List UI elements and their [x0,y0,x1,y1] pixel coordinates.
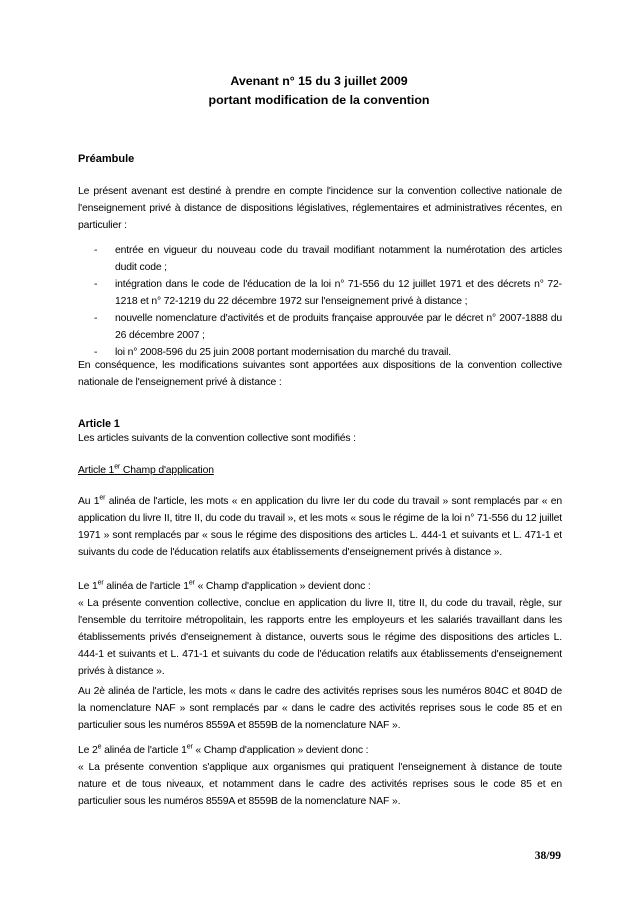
page-number: 38/99 [534,850,561,862]
preambule-heading: Préambule [78,153,135,165]
article1-paragraph-3: Au 2è alinéa de l'article, les mots « dans le cadre des activités reprises sous les numéros 804C et 804D de la nomenclature NAF » sont remplacés par « dans le cadre des activités reprises sous le code 85 et en particulier sous les numéros 8559A et 8559B de la nomenclature NAF ». [78,686,562,731]
article1-paragraph-4-body: « La présente convention s'applique aux organismes qui pratiquent l'enseignement à distance de toute nature et de tous niveaux, et notamment dans le cadre des activités reprises sous le code 85 et en particulier sous les numéros 8559A et 8559B de la nomenclature NAF ». [78,762,562,807]
article1-subtitle: Les articles suivants de la convention collective sont modifiés : [78,433,356,444]
preambule-list [78,242,562,361]
article1-paragraph-2-intro: Le 1er alinéa de l'article 1er « Champ d'application » devient donc : [78,579,371,592]
article1-heading: Article 1 [78,418,120,430]
document-title-line2: portant modification de la convention [208,93,430,107]
article1-paragraph-4-intro: Le 2e alinéa de l'article 1er « Champ d'application » devient donc : [78,743,369,756]
document-title-line1: Avenant n° 15 du 3 juillet 2009 [230,74,408,88]
list-item: - nouvelle nomenclature d'activités et de produits française approuvée par le décret n° 2007-1888 du 26 décembre 2007 ; [78,310,562,344]
list-item-text: loi n° 2008-596 du 25 juin 2008 portant modernisation du marché du travail. [115,347,452,358]
list-item: - entrée en vigueur du nouveau code du travail modifiant notamment la numérotation des articles dudit code ; [78,242,562,276]
list-item-text: entrée en vigueur du nouveau code du travail modifiant notamment la numérotation des articles dudit code ; [115,245,562,273]
list-item-text: intégration dans le code de l'éducation de la loi n° 71-556 du 12 juillet 1971 et des décrets n° 72-1218 et n° 72-1219 du 22 décembre 1972 sur l'enseignement privé à distance ; [115,279,562,307]
article1-paragraph-1: Au 1er alinéa de l'article, les mots « en application du livre Ier du code du travail » sont remplacés par « en application du livre II, titre II, du code du travail », et les mots « sous le régime de la loi n° 71-556 du 12 juillet 1971 » sont remplacés par « sous le régime des dispositions des articles L. 444-1 et suivants et L. 471-1 et suivants du code de l'éducation relatifs aux établissements d'enseignement privés à distance ». [78,494,562,558]
list-item-text: nouvelle nomenclature d'activités et de produits française approuvée par le décret n° 2007-1888 du 26 décembre 2007 ; [115,313,562,341]
preambule-intro: Le présent avenant est destiné à prendre en compte l'incidence sur la convention collective nationale de l'enseignement privé à distance de dispositions législatives, réglementaires et administratives récentes, en particulier : [78,186,562,231]
article1-section-label: Article 1er Champ d'application [78,463,214,476]
list-item: - intégration dans le code de l'éducation de la loi n° 71-556 du 12 juillet 1971 et des décrets n° 72-1218 et n° 72-1219 du 22 décembre 1972 sur l'enseignement privé à distance ; [78,276,562,310]
article1-paragraph-2-body: « La présente convention collective, conclue en application du livre II, titre II, du code du travail, règle, sur l'ensemble du territoire métropolitain, les rapports entre les employeurs et les salariés travaillant dans les établissements privés d'enseignement à distance, ouverts sous le régime des dispositions des articles L. 444-1 et suivants et L. 471-1 et suivants du code de l'éducation relatifs aux établissements d'enseignement privés à distance ». [78,598,562,677]
list-item: - loi n° 2008-596 du 25 juin 2008 portant modernisation du marché du travail. [78,344,562,361]
consequence-paragraph: En conséquence, les modifications suivantes sont apportées aux dispositions de la convention collective nationale de l'enseignement privé à distance : [78,360,562,388]
